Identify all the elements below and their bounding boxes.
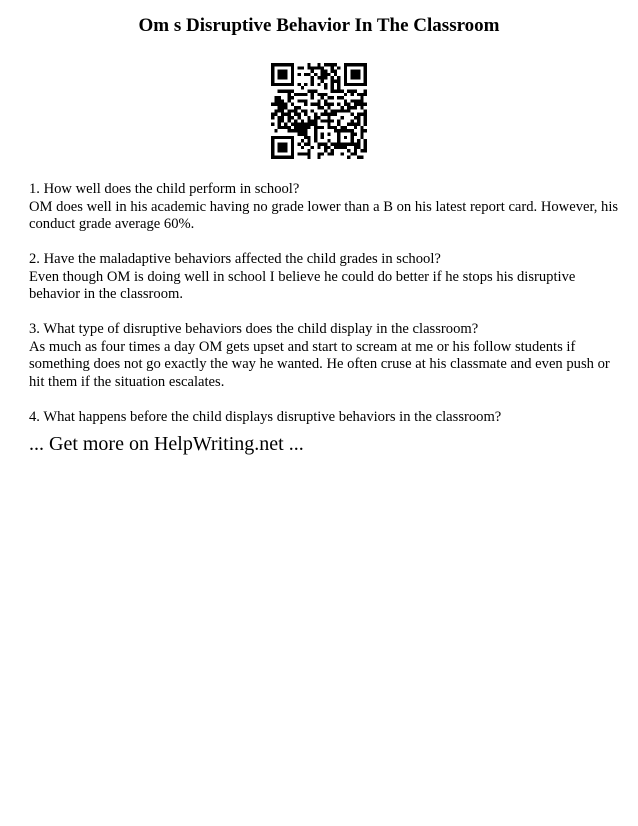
get-more-link[interactable]: ... Get more on HelpWriting.net ...	[29, 433, 304, 455]
question-3: 3. What type of disruptive behaviors does the child display in the classroom?	[29, 321, 479, 337]
question-2: 2. Have the maladaptive behaviors affected the child grades in school?	[29, 251, 441, 267]
answer-1: OM does well in his academic having no grade lower than a B on his latest report card. However, his conduct grade average 60%.	[29, 198, 619, 232]
page-title: Om s Disruptive Behavior In The Classroom	[138, 15, 500, 36]
answer-3: As much as four times a day OM gets upset and start to scream at me or his follow students if something does not go exactly the way he wanted. He often cruse at his classmate and even push or hit them if the situation escalates.	[29, 338, 610, 390]
question-list	[29, 181, 619, 444]
question-block-2	[29, 251, 619, 304]
question-block-3	[29, 321, 619, 391]
question-block-4	[29, 409, 619, 427]
answer-2: Even though OM is doing well in school I believe he could do better if he stops his disruptive behavior in the classroom.	[29, 268, 576, 302]
question-block-1	[29, 181, 619, 234]
question-4: 4. What happens before the child displays disruptive behaviors in the classroom?	[29, 408, 502, 425]
question-1: 1. How well does the child perform in school?	[29, 181, 300, 197]
qr-code	[271, 63, 367, 159]
